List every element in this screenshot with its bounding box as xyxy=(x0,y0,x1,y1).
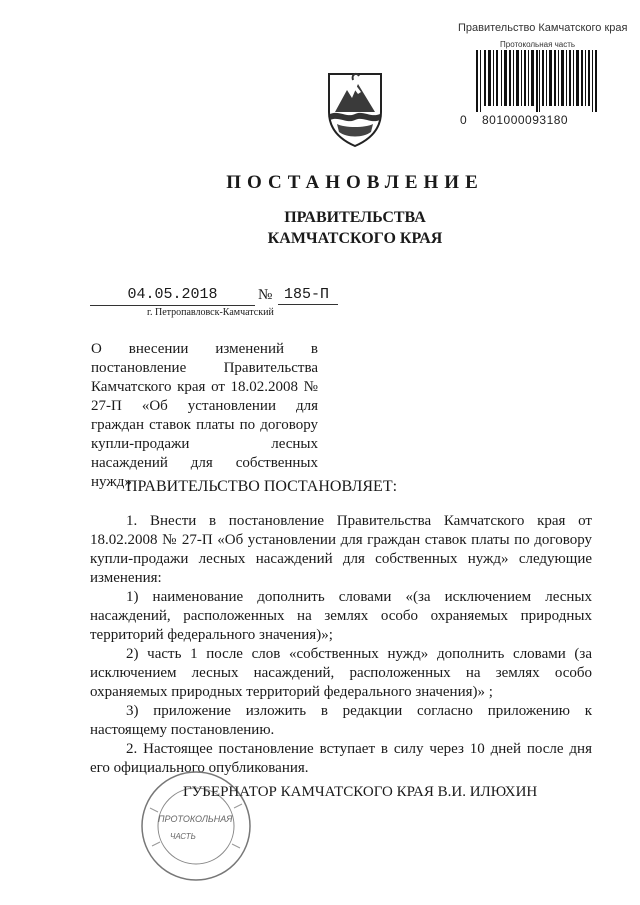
barcode-label: Протокольная часть xyxy=(500,40,576,49)
document-subject: О внесении изменений в постановление Правительства Камчатского края от 18.02.2008 № 27-П «Об установлении для граждан ставок платы по договору купли-продажи лесных насаждений для собственных нужд» xyxy=(91,341,318,490)
barcode-bars xyxy=(476,50,606,112)
header-organization: Правительство Камчатского края xyxy=(458,22,628,34)
stamp-text-line-2: ЧАСТЬ xyxy=(170,832,196,841)
barcode xyxy=(458,40,608,128)
number-label: № xyxy=(258,287,273,303)
paragraph-1: 1. Внести в постановление Правительства Камчатского края от 18.02.2008 № 27-П «Об установлении для граждан ставок платы по договору купли-продажи лесных насаждений для собственных нужд» следующие изменения: xyxy=(90,513,592,586)
barcode-first-digit: 0 xyxy=(460,113,468,127)
issuer-title xyxy=(0,207,640,249)
document-number: 185-П xyxy=(278,286,338,305)
stamp-text-line-1: ПРОТОКОЛЬНАЯ xyxy=(158,814,233,824)
issuer-line-2: КАМЧАТСКОГО КРАЯ xyxy=(267,230,443,247)
paragraph-2: 2. Настоящее постановление вступает в силу через 10 дней после дня его официального опубликования. xyxy=(90,741,592,776)
signature-line: ГУБЕРНАТОР КАМЧАТСКОГО КРАЯ В.И. ИЛЮХИН xyxy=(183,784,538,800)
decree-heading: ПРАВИТЕЛЬСТВО ПОСТАНОВЛЯЕТ: xyxy=(126,478,398,495)
kamchatka-coat-of-arms-icon xyxy=(325,68,385,148)
issue-city: г. Петропавловск-Камчатский xyxy=(147,307,274,318)
paragraph-1-3: 3) приложение изложить в редакции согласно приложению к настоящему постановлению. xyxy=(90,703,592,738)
barcode-digits: 801000093180 xyxy=(482,113,569,127)
paragraph-1-1: 1) наименование дополнить словами «(за исключением лесных насаждений, расположенных на землях особо охраняемых природных территорий федерального значения)»; xyxy=(90,589,592,643)
document-date: 04.05.2018 xyxy=(90,286,255,306)
paragraph-1-2: 2) часть 1 после слов «собственных нужд» дополнить словами (за исключением лесных насаждений, расположенных на землях особо охраняемых природных территорий федерального значения)» ; xyxy=(90,646,592,700)
document-body xyxy=(90,512,592,778)
issuer-line-1: ПРАВИТЕЛЬСТВА xyxy=(284,209,426,226)
document-title: ПОСТАНОВЛЕНИЕ xyxy=(226,172,484,193)
